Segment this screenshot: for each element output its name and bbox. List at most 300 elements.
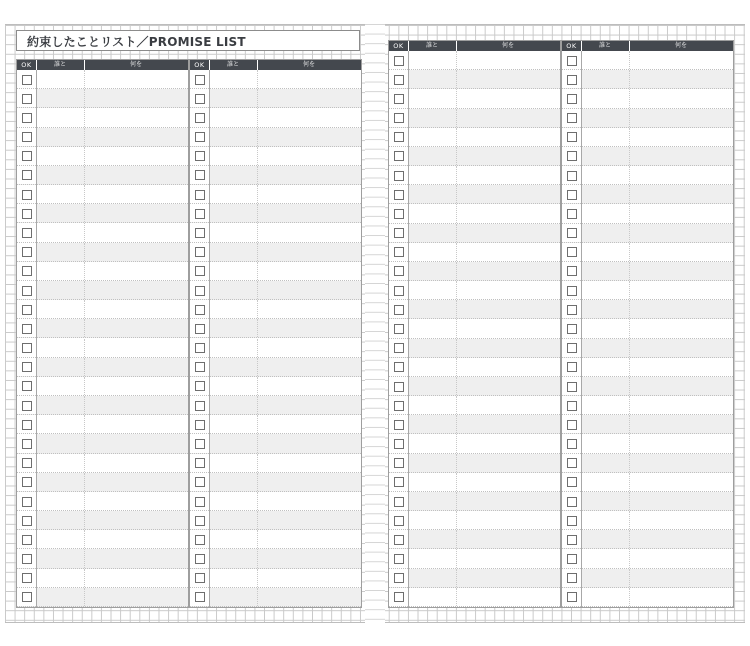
ok-checkbox[interactable] [195, 209, 205, 219]
ok-checkbox[interactable] [567, 75, 577, 85]
what-field[interactable] [629, 454, 733, 472]
who-field[interactable] [209, 108, 257, 126]
what-field[interactable] [456, 454, 560, 472]
ok-checkbox[interactable] [394, 382, 404, 392]
ok-checkbox[interactable] [22, 477, 32, 487]
ok-checkbox[interactable] [567, 420, 577, 430]
what-field[interactable] [629, 147, 733, 165]
who-field[interactable] [209, 492, 257, 510]
who-field[interactable] [36, 319, 84, 337]
what-field[interactable] [84, 377, 188, 395]
ok-checkbox[interactable] [22, 592, 32, 602]
what-field[interactable] [84, 473, 188, 491]
ok-checkbox[interactable] [567, 592, 577, 602]
ok-checkbox[interactable] [195, 362, 205, 372]
ok-checkbox[interactable] [394, 228, 404, 238]
who-field[interactable] [36, 358, 84, 376]
ok-checkbox[interactable] [195, 439, 205, 449]
what-field[interactable] [629, 569, 733, 587]
who-field[interactable] [581, 128, 629, 146]
who-field[interactable] [581, 530, 629, 548]
ok-checkbox[interactable] [22, 401, 32, 411]
what-field[interactable] [257, 415, 361, 433]
who-field[interactable] [581, 569, 629, 587]
ok-checkbox[interactable] [567, 132, 577, 142]
what-field[interactable] [629, 128, 733, 146]
who-field[interactable] [581, 300, 629, 318]
ok-checkbox[interactable] [394, 75, 404, 85]
what-field[interactable] [257, 569, 361, 587]
ok-checkbox[interactable] [22, 190, 32, 200]
ok-checkbox[interactable] [394, 535, 404, 545]
ok-checkbox[interactable] [394, 477, 404, 487]
what-field[interactable] [257, 108, 361, 126]
what-field[interactable] [257, 223, 361, 241]
what-field[interactable] [456, 358, 560, 376]
who-field[interactable] [209, 434, 257, 452]
ok-checkbox[interactable] [22, 554, 32, 564]
who-field[interactable] [408, 185, 456, 203]
who-field[interactable] [408, 262, 456, 280]
who-field[interactable] [36, 473, 84, 491]
ok-checkbox[interactable] [22, 535, 32, 545]
who-field[interactable] [581, 492, 629, 510]
who-field[interactable] [581, 147, 629, 165]
who-field[interactable] [581, 473, 629, 491]
ok-checkbox[interactable] [567, 94, 577, 104]
who-field[interactable] [209, 396, 257, 414]
ok-checkbox[interactable] [22, 132, 32, 142]
ok-checkbox[interactable] [22, 458, 32, 468]
what-field[interactable] [456, 569, 560, 587]
who-field[interactable] [36, 89, 84, 107]
ok-checkbox[interactable] [22, 516, 32, 526]
what-field[interactable] [629, 224, 733, 242]
who-field[interactable] [581, 358, 629, 376]
who-field[interactable] [209, 569, 257, 587]
ok-checkbox[interactable] [394, 266, 404, 276]
what-field[interactable] [456, 339, 560, 357]
who-field[interactable] [36, 204, 84, 222]
what-field[interactable] [629, 70, 733, 88]
ok-checkbox[interactable] [195, 286, 205, 296]
what-field[interactable] [257, 396, 361, 414]
who-field[interactable] [209, 300, 257, 318]
what-field[interactable] [629, 51, 733, 69]
ok-checkbox[interactable] [394, 190, 404, 200]
ok-checkbox[interactable] [195, 573, 205, 583]
who-field[interactable] [408, 588, 456, 606]
who-field[interactable] [581, 377, 629, 395]
who-field[interactable] [408, 70, 456, 88]
who-field[interactable] [581, 339, 629, 357]
what-field[interactable] [456, 511, 560, 529]
who-field[interactable] [209, 415, 257, 433]
who-field[interactable] [581, 70, 629, 88]
who-field[interactable] [36, 454, 84, 472]
what-field[interactable] [629, 109, 733, 127]
who-field[interactable] [36, 434, 84, 452]
ok-checkbox[interactable] [195, 592, 205, 602]
ok-checkbox[interactable] [394, 573, 404, 583]
ok-checkbox[interactable] [567, 554, 577, 564]
who-field[interactable] [581, 281, 629, 299]
ok-checkbox[interactable] [394, 592, 404, 602]
ok-checkbox[interactable] [567, 266, 577, 276]
who-field[interactable] [408, 454, 456, 472]
ok-checkbox[interactable] [195, 554, 205, 564]
ok-checkbox[interactable] [22, 170, 32, 180]
ok-checkbox[interactable] [195, 477, 205, 487]
who-field[interactable] [581, 511, 629, 529]
ok-checkbox[interactable] [394, 497, 404, 507]
ok-checkbox[interactable] [567, 477, 577, 487]
what-field[interactable] [456, 243, 560, 261]
ok-checkbox[interactable] [394, 554, 404, 564]
who-field[interactable] [408, 281, 456, 299]
who-field[interactable] [581, 166, 629, 184]
ok-checkbox[interactable] [195, 228, 205, 238]
what-field[interactable] [456, 549, 560, 567]
what-field[interactable] [257, 473, 361, 491]
ok-checkbox[interactable] [394, 401, 404, 411]
what-field[interactable] [629, 319, 733, 337]
what-field[interactable] [84, 396, 188, 414]
ok-checkbox[interactable] [22, 343, 32, 353]
ok-checkbox[interactable] [22, 266, 32, 276]
who-field[interactable] [408, 224, 456, 242]
ok-checkbox[interactable] [195, 535, 205, 545]
who-field[interactable] [36, 492, 84, 510]
what-field[interactable] [629, 262, 733, 280]
what-field[interactable] [257, 147, 361, 165]
ok-checkbox[interactable] [567, 382, 577, 392]
what-field[interactable] [257, 128, 361, 146]
who-field[interactable] [209, 243, 257, 261]
who-field[interactable] [36, 549, 84, 567]
ok-checkbox[interactable] [394, 247, 404, 257]
who-field[interactable] [209, 530, 257, 548]
who-field[interactable] [581, 185, 629, 203]
ok-checkbox[interactable] [394, 458, 404, 468]
who-field[interactable] [581, 109, 629, 127]
what-field[interactable] [456, 473, 560, 491]
who-field[interactable] [408, 147, 456, 165]
who-field[interactable] [209, 223, 257, 241]
what-field[interactable] [257, 434, 361, 452]
ok-checkbox[interactable] [394, 286, 404, 296]
ok-checkbox[interactable] [195, 305, 205, 315]
what-field[interactable] [84, 223, 188, 241]
what-field[interactable] [456, 588, 560, 606]
who-field[interactable] [36, 70, 84, 88]
who-field[interactable] [408, 396, 456, 414]
ok-checkbox[interactable] [394, 420, 404, 430]
ok-checkbox[interactable] [394, 305, 404, 315]
who-field[interactable] [408, 473, 456, 491]
what-field[interactable] [456, 396, 560, 414]
what-field[interactable] [84, 434, 188, 452]
ok-checkbox[interactable] [394, 94, 404, 104]
who-field[interactable] [209, 454, 257, 472]
who-field[interactable] [209, 147, 257, 165]
ok-checkbox[interactable] [195, 497, 205, 507]
who-field[interactable] [408, 204, 456, 222]
who-field[interactable] [36, 243, 84, 261]
what-field[interactable] [257, 377, 361, 395]
who-field[interactable] [408, 109, 456, 127]
ok-checkbox[interactable] [567, 343, 577, 353]
who-field[interactable] [581, 243, 629, 261]
who-field[interactable] [209, 588, 257, 606]
who-field[interactable] [408, 339, 456, 357]
who-field[interactable] [408, 549, 456, 567]
who-field[interactable] [581, 319, 629, 337]
who-field[interactable] [209, 339, 257, 357]
ok-checkbox[interactable] [394, 209, 404, 219]
what-field[interactable] [629, 396, 733, 414]
what-field[interactable] [84, 454, 188, 472]
ok-checkbox[interactable] [22, 286, 32, 296]
ok-checkbox[interactable] [394, 171, 404, 181]
what-field[interactable] [629, 377, 733, 395]
ok-checkbox[interactable] [22, 151, 32, 161]
ok-checkbox[interactable] [22, 113, 32, 123]
what-field[interactable] [629, 549, 733, 567]
ok-checkbox[interactable] [22, 573, 32, 583]
who-field[interactable] [209, 511, 257, 529]
what-field[interactable] [257, 530, 361, 548]
who-field[interactable] [408, 128, 456, 146]
what-field[interactable] [257, 358, 361, 376]
what-field[interactable] [629, 339, 733, 357]
who-field[interactable] [209, 204, 257, 222]
ok-checkbox[interactable] [567, 324, 577, 334]
who-field[interactable] [408, 415, 456, 433]
what-field[interactable] [456, 128, 560, 146]
what-field[interactable] [629, 300, 733, 318]
ok-checkbox[interactable] [567, 209, 577, 219]
what-field[interactable] [84, 492, 188, 510]
who-field[interactable] [36, 300, 84, 318]
ok-checkbox[interactable] [567, 247, 577, 257]
ok-checkbox[interactable] [195, 132, 205, 142]
ok-checkbox[interactable] [567, 171, 577, 181]
who-field[interactable] [408, 530, 456, 548]
what-field[interactable] [257, 339, 361, 357]
ok-checkbox[interactable] [22, 324, 32, 334]
what-field[interactable] [629, 588, 733, 606]
who-field[interactable] [581, 549, 629, 567]
what-field[interactable] [257, 300, 361, 318]
who-field[interactable] [36, 281, 84, 299]
what-field[interactable] [84, 243, 188, 261]
what-field[interactable] [456, 415, 560, 433]
ok-checkbox[interactable] [567, 286, 577, 296]
ok-checkbox[interactable] [394, 516, 404, 526]
ok-checkbox[interactable] [195, 151, 205, 161]
what-field[interactable] [84, 358, 188, 376]
ok-checkbox[interactable] [567, 516, 577, 526]
who-field[interactable] [408, 358, 456, 376]
ok-checkbox[interactable] [394, 56, 404, 66]
what-field[interactable] [84, 319, 188, 337]
what-field[interactable] [257, 262, 361, 280]
what-field[interactable] [84, 89, 188, 107]
who-field[interactable] [209, 358, 257, 376]
ok-checkbox[interactable] [567, 151, 577, 161]
ok-checkbox[interactable] [195, 343, 205, 353]
what-field[interactable] [629, 473, 733, 491]
ok-checkbox[interactable] [394, 132, 404, 142]
ok-checkbox[interactable] [567, 458, 577, 468]
who-field[interactable] [36, 396, 84, 414]
who-field[interactable] [36, 377, 84, 395]
ok-checkbox[interactable] [394, 343, 404, 353]
who-field[interactable] [581, 415, 629, 433]
what-field[interactable] [456, 166, 560, 184]
who-field[interactable] [581, 262, 629, 280]
ok-checkbox[interactable] [22, 439, 32, 449]
what-field[interactable] [257, 185, 361, 203]
who-field[interactable] [36, 511, 84, 529]
what-field[interactable] [257, 243, 361, 261]
who-field[interactable] [209, 166, 257, 184]
who-field[interactable] [209, 473, 257, 491]
what-field[interactable] [456, 434, 560, 452]
ok-checkbox[interactable] [567, 113, 577, 123]
who-field[interactable] [408, 377, 456, 395]
who-field[interactable] [581, 204, 629, 222]
what-field[interactable] [84, 70, 188, 88]
who-field[interactable] [36, 185, 84, 203]
who-field[interactable] [581, 89, 629, 107]
ok-checkbox[interactable] [567, 362, 577, 372]
who-field[interactable] [408, 511, 456, 529]
ok-checkbox[interactable] [195, 113, 205, 123]
ok-checkbox[interactable] [567, 190, 577, 200]
what-field[interactable] [257, 204, 361, 222]
what-field[interactable] [257, 454, 361, 472]
what-field[interactable] [257, 89, 361, 107]
who-field[interactable] [36, 530, 84, 548]
what-field[interactable] [84, 108, 188, 126]
what-field[interactable] [456, 300, 560, 318]
ok-checkbox[interactable] [567, 497, 577, 507]
what-field[interactable] [84, 588, 188, 606]
ok-checkbox[interactable] [22, 94, 32, 104]
what-field[interactable] [84, 147, 188, 165]
who-field[interactable] [581, 396, 629, 414]
who-field[interactable] [408, 300, 456, 318]
who-field[interactable] [36, 262, 84, 280]
ok-checkbox[interactable] [195, 516, 205, 526]
who-field[interactable] [36, 588, 84, 606]
what-field[interactable] [84, 300, 188, 318]
who-field[interactable] [209, 128, 257, 146]
what-field[interactable] [629, 204, 733, 222]
what-field[interactable] [84, 569, 188, 587]
what-field[interactable] [456, 530, 560, 548]
who-field[interactable] [408, 166, 456, 184]
who-field[interactable] [581, 588, 629, 606]
what-field[interactable] [629, 434, 733, 452]
ok-checkbox[interactable] [195, 401, 205, 411]
what-field[interactable] [629, 511, 733, 529]
what-field[interactable] [84, 415, 188, 433]
ok-checkbox[interactable] [567, 228, 577, 238]
ok-checkbox[interactable] [195, 247, 205, 257]
ok-checkbox[interactable] [567, 56, 577, 66]
what-field[interactable] [629, 530, 733, 548]
ok-checkbox[interactable] [22, 75, 32, 85]
ok-checkbox[interactable] [394, 439, 404, 449]
what-field[interactable] [84, 128, 188, 146]
ok-checkbox[interactable] [195, 458, 205, 468]
who-field[interactable] [209, 89, 257, 107]
what-field[interactable] [456, 147, 560, 165]
who-field[interactable] [209, 185, 257, 203]
ok-checkbox[interactable] [195, 266, 205, 276]
what-field[interactable] [456, 224, 560, 242]
who-field[interactable] [408, 492, 456, 510]
what-field[interactable] [456, 319, 560, 337]
who-field[interactable] [209, 377, 257, 395]
ok-checkbox[interactable] [22, 497, 32, 507]
what-field[interactable] [456, 70, 560, 88]
ok-checkbox[interactable] [394, 151, 404, 161]
what-field[interactable] [257, 511, 361, 529]
what-field[interactable] [84, 185, 188, 203]
who-field[interactable] [209, 262, 257, 280]
what-field[interactable] [456, 109, 560, 127]
what-field[interactable] [629, 89, 733, 107]
what-field[interactable] [629, 415, 733, 433]
ok-checkbox[interactable] [195, 94, 205, 104]
ok-checkbox[interactable] [195, 170, 205, 180]
what-field[interactable] [456, 185, 560, 203]
who-field[interactable] [581, 51, 629, 69]
ok-checkbox[interactable] [567, 573, 577, 583]
who-field[interactable] [408, 243, 456, 261]
who-field[interactable] [36, 415, 84, 433]
what-field[interactable] [257, 166, 361, 184]
who-field[interactable] [408, 434, 456, 452]
what-field[interactable] [629, 358, 733, 376]
ok-checkbox[interactable] [22, 209, 32, 219]
what-field[interactable] [257, 70, 361, 88]
ok-checkbox[interactable] [567, 439, 577, 449]
who-field[interactable] [209, 319, 257, 337]
who-field[interactable] [36, 223, 84, 241]
what-field[interactable] [456, 51, 560, 69]
who-field[interactable] [209, 70, 257, 88]
who-field[interactable] [36, 128, 84, 146]
who-field[interactable] [36, 569, 84, 587]
ok-checkbox[interactable] [22, 247, 32, 257]
what-field[interactable] [84, 281, 188, 299]
what-field[interactable] [456, 204, 560, 222]
ok-checkbox[interactable] [22, 305, 32, 315]
ok-checkbox[interactable] [394, 324, 404, 334]
what-field[interactable] [629, 492, 733, 510]
who-field[interactable] [36, 339, 84, 357]
what-field[interactable] [84, 166, 188, 184]
who-field[interactable] [36, 108, 84, 126]
what-field[interactable] [629, 243, 733, 261]
ok-checkbox[interactable] [567, 305, 577, 315]
ok-checkbox[interactable] [195, 75, 205, 85]
